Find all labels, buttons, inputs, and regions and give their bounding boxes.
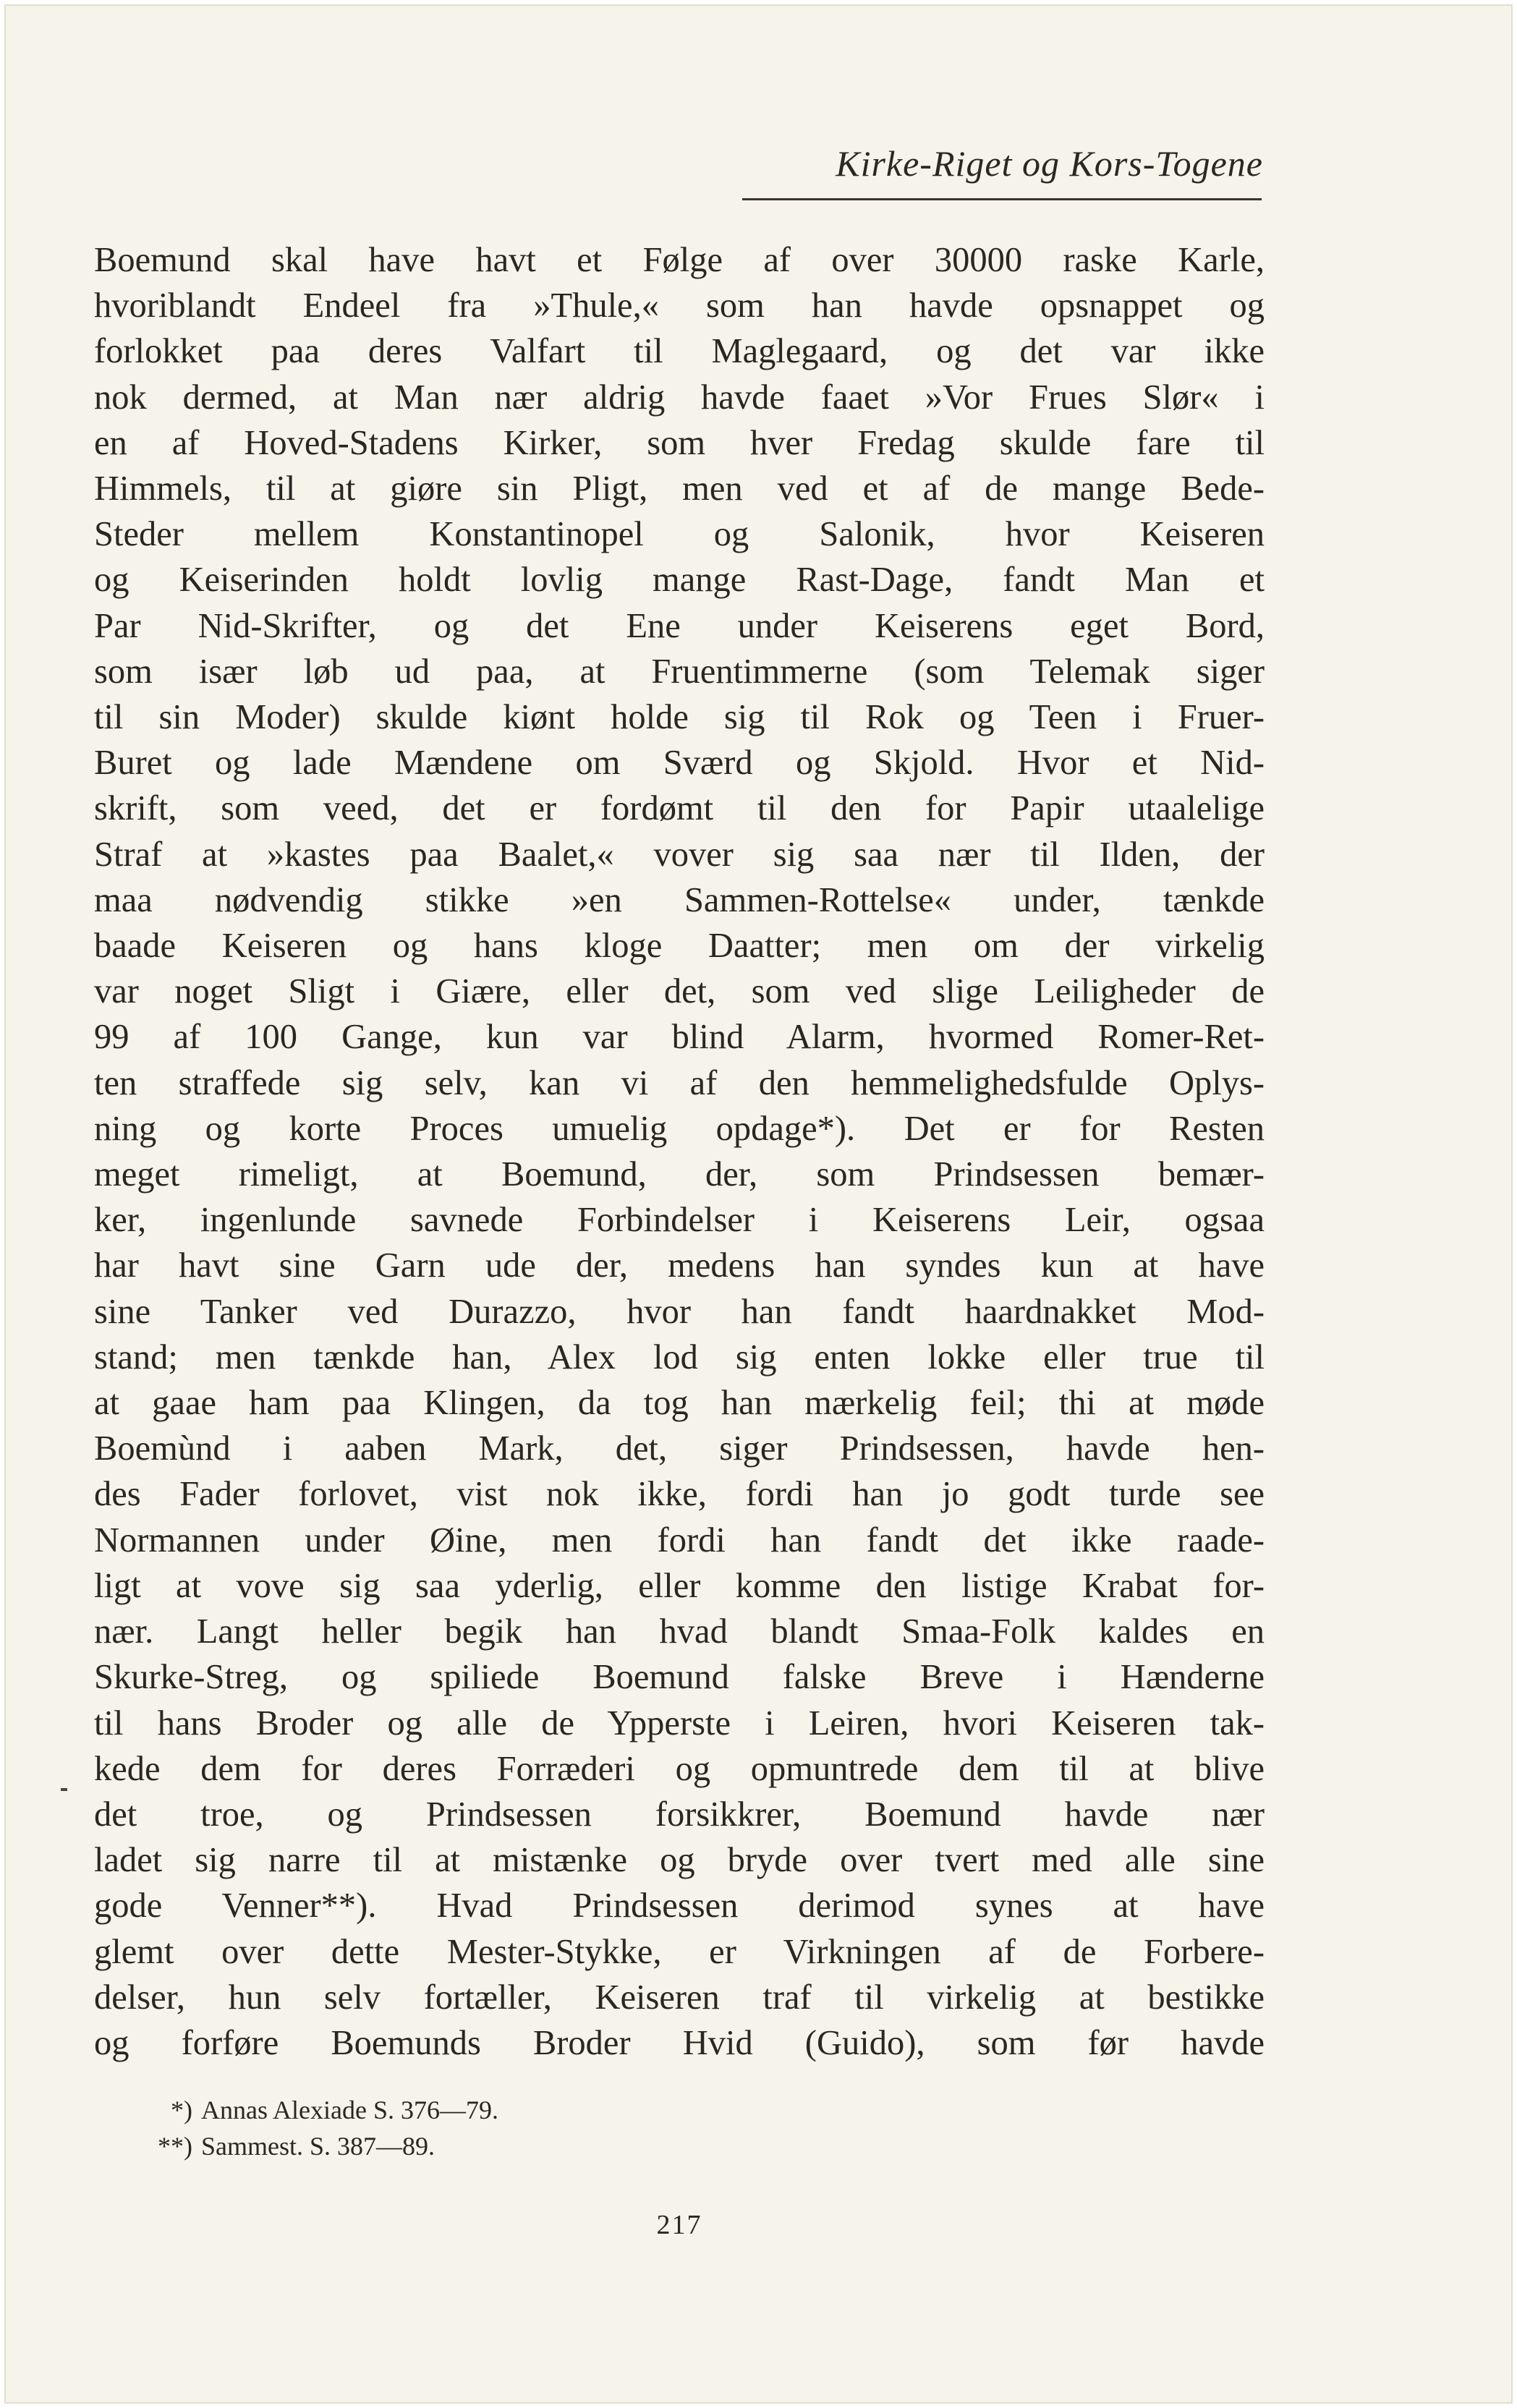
body-line: hvoriblandt Endeel fra »Thule,« som han havde opsnappet og (94, 286, 1265, 326)
body-line: ning og korte Proces umuelig opdage*). Det er for Resten (94, 1109, 1265, 1148)
footnote-text: Sammest. S. 387—89. (201, 2132, 435, 2161)
body-line: Normannen under Øine, men fordi han fandt det ikke raade- (94, 1520, 1265, 1560)
body-line: og Keiserinden holdt lovlig mange Rast-Dage, fandt Man et (94, 561, 1265, 600)
footnote (135, 2092, 498, 2128)
body-line: ker, ingenlunde savnede Forbindelser i Keiserens Leir, ogsaa (94, 1201, 1265, 1240)
body-line: Boemund skal have havt et Følge af over 30000 raske Karle, (94, 241, 1265, 279)
body-line: til sin Moder) skulde kiønt holde sig til Rok og Teen i Fruer- (94, 698, 1265, 737)
body-line: en af Hoved-Stadens Kirker, som hver Fredag skulde fare til (94, 423, 1265, 462)
body-line: nok dermed, at Man nær aldrig havde faaet »Vor Frues Slør« i (94, 378, 1265, 417)
body-line: gode Venner**). Hvad Prindsessen derimod synes at have (94, 1886, 1265, 1926)
body-line: som især løb ud paa, at Fruentimmerne (som Telemak siger (94, 652, 1265, 691)
body-line: Straf at »kastes paa Baalet,« vover sig saa nær til Ilden, der (94, 835, 1265, 874)
body-line: at gaae ham paa Klingen, da tog han mærkelig feil; thi at møde (94, 1384, 1265, 1423)
body-line: baade Keiseren og hans kloge Daatter; men om der virkelig (94, 927, 1265, 966)
body-line: Buret og lade Mændene om Sværd og Skjold. Hvor et Nid- (94, 744, 1265, 783)
body-line: forlokket paa deres Valfart til Maglegaard, og det var ikke (94, 332, 1265, 371)
body-line: Himmels, til at giøre sin Pligt, men ved et af de mange Bede- (94, 469, 1265, 509)
body-line: ten straffede sig selv, kan vi af den hemmelighedsfulde Oplys- (94, 1063, 1265, 1102)
page-number: 217 (656, 2210, 702, 2240)
body-line: skrift, som veed, det er fordømt til den for Papir utaalelige (94, 789, 1265, 828)
body-line: maa nødvendig stikke »en Sammen-Rottelse« under, tænkde (94, 880, 1265, 919)
body-line: kede dem for deres Forræderi og opmuntrede dem til at blive (94, 1749, 1265, 1788)
body-line: ladet sig narre til at mistænke og bryde over tvert med alle sine (94, 1841, 1265, 1880)
body-line: stand; men tænkde han, Alex lod sig enten lokke eller true til (94, 1337, 1265, 1377)
footnote-mark: **) (158, 2132, 192, 2161)
body-line: var noget Sligt i Giære, eller det, som ved slige Leiligheder de (94, 972, 1265, 1011)
body-line: delser, hun selv fortæller, Keiseren traf til virkelig at bestikke (94, 1978, 1265, 2017)
body-line: det troe, og Prindsessen forsikkrer, Boemund havde nær (94, 1795, 1265, 1834)
body-text (94, 237, 1265, 2066)
body-line: til hans Broder og alle de Ypperste i Leiren, hvori Keiseren tak- (94, 1703, 1265, 1743)
body-line: ligt at vove sig saa yderlig, eller komme den listige Krabat for- (94, 1566, 1265, 1605)
body-line: Boemùnd i aaben Mark, det, siger Prindsessen, havde hen- (94, 1429, 1265, 1468)
body-line: sine Tanker ved Durazzo, hvor han fandt haardnakket Mod- (94, 1292, 1265, 1331)
margin-mark (61, 1788, 67, 1791)
footnote-text: Annas Alexiade S. 376—79. (201, 2096, 498, 2124)
body-line: nær. Langt heller begik han hvad blandt Smaa-Folk kaldes en (94, 1612, 1265, 1651)
body-line: 99 af 100 Gange, kun var blind Alarm, hvormed Romer-Ret- (94, 1018, 1265, 1057)
running-head: Kirke-Riget og Kors-Togene (836, 143, 1263, 184)
book-page (4, 4, 1513, 2404)
body-line: meget rimeligt, at Boemund, der, som Prindsessen bemær- (94, 1155, 1265, 1194)
body-line: og forføre Boemunds Broder Hvid (Guido), som før havde (94, 2023, 1265, 2062)
body-line: Steder mellem Konstantinopel og Salonik, hvor Keiseren (94, 515, 1265, 554)
body-line: des Fader forlovet, vist nok ikke, fordi han jo godt turde see (94, 1475, 1265, 1514)
body-line: Par Nid-Skrifter, og det Ene under Keiserens eget Bord, (94, 606, 1265, 645)
body-line: Skurke-Streg, og spiliede Boemund falske Breve i Hænderne (94, 1658, 1265, 1697)
body-line: har havt sine Garn ude der, medens han syndes kun at have (94, 1246, 1265, 1285)
body-line: glemt over dette Mester-Stykke, er Virkningen af de Forbere- (94, 1932, 1265, 1971)
running-head-rule (742, 198, 1262, 200)
footnotes (135, 2092, 498, 2164)
footnote (135, 2128, 498, 2164)
footnote-mark: *) (171, 2096, 192, 2124)
